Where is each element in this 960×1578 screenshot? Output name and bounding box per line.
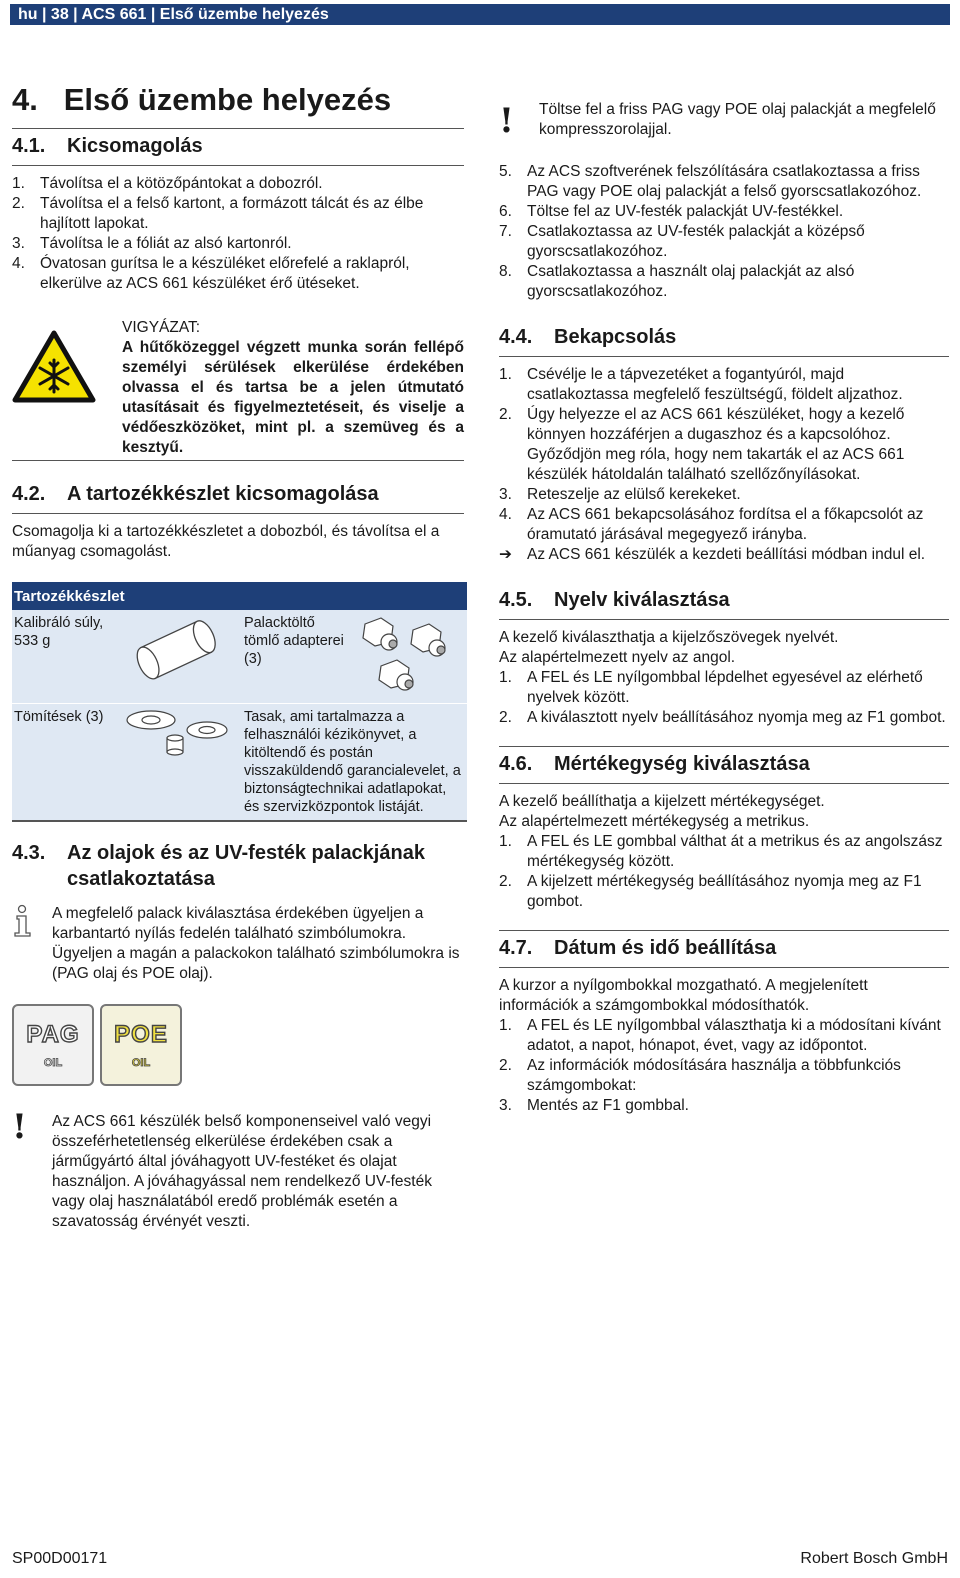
list-item: 1. A FEL és LE nyílgombbal lépdelhet egyesével az elérhető nyelvek között. [499,669,923,706]
section-4-1-heading: 4.1. Kicsomagolás [12,129,464,166]
caution-note-text: Az ACS 661 készülék belső komponenseivel való vegyi összeférhetetlenség elkerülése érdekében csak a járműgyártó által jóváhagyott UV-festéket és olajat használjon. A jóváhagyással nem rendelkező UV-festék vagy olaj használatából eredő problémák esetén a szavatosság érvényét veszti. [52,1113,432,1230]
section-4-4-heading: 4.4. Bekapcsolás [499,320,949,357]
fill-note [499,100,949,140]
table-cell: Palacktöltő tömlő adapterei (3) [242,610,353,704]
chapter-title: 4. Első üzembe helyezés [12,80,464,129]
list-item: 1. Távolítsa el a kötözőpántokat a dobozról. [12,175,323,192]
section-4-7-text: A kurzor a nyílgombokkal mozgatható. A megjelenített információk a számgombokkal módosíthatók. [499,977,868,1014]
exclamation-icon: ! [12,1107,27,1147]
pag-oil-logo: PAG OIL [12,1004,94,1086]
date-time-steps [499,1016,949,1116]
section-4-5-text2: Az alapértelmezett nyelv az angol. [499,649,736,666]
caution-title: VIGYÁZAT: [122,319,201,336]
list-item: 6. Töltse fel az UV-festék palackját UV-festékkel. [499,203,844,220]
caution-box [12,304,464,461]
left-column [12,80,464,1232]
list-item: 1. Csévélje le a tápvezetéket a fogantyúról, majd csatlakoztassa megfelelő feszültségű, földelt aljzathoz. [499,366,903,403]
fill-note-text: Töltse fel a friss PAG vagy POE olaj palackját a megfelelő kompresszorolajjal. [539,101,936,138]
section-4-2-heading: 4.2. A tartozékkészlet kicsomagolása [12,477,464,514]
list-item: 3. Távolítsa le a fóliát az alsó kartonról. [12,235,292,252]
table-row [12,610,467,704]
section-4-3-heading: 4.3. Az olajok és az UV-festék palackjának csatlakoztatása [12,842,425,890]
snowflake-warning-icon [12,318,122,458]
caution-note [12,1107,464,1232]
exclamation-icon: ! [499,101,514,141]
table-cell: Tasak, ami tartalmazza a felhasználói kézikönyvet, a kitöltendő és postán visszaküldendő garancialevelet, a biztonságtechnikai adatlapokat, és szervizközpontok listáját. [242,704,467,822]
list-item: 2. A kijelzett mértékegység beállításához nyomja meg az F1 gombot. [499,873,922,910]
list-item: 1. A FEL és LE nyílgombbal választhatja ki a módosítani kívánt adatot, a napot, hónapot, évet, vagy az időpontot. [499,1017,941,1054]
section-4-2-text: Csomagolja ki a tartozékkészletet a dobozból, és távolítsa el a műanyag csomagolást. [12,523,440,560]
info-icon [12,904,52,984]
table-header: Tartozékkészlet [12,582,467,610]
list-item: 2. A kiválasztott nyelv beállításához nyomja meg az F1 gombot. [499,709,946,726]
section-4-6-text2: Az alapértelmezett mértékegység a metrikus. [499,813,810,830]
list-item: 2. Távolítsa el a felső kartont, a formázott tálcát és az élbe hajlított lapokat. [12,195,424,232]
list-item: 1. A FEL és LE gombbal válthat át a metrikus és az angolszász mértékegység között. [499,833,943,870]
list-item: 4. Az ACS 661 bekapcsolásához fordítsa el a főkapcsolót az óramutató járásával megegyező irányba. [499,506,924,543]
list-item: 3. Reteszelje az elülső kerekeket. [499,486,741,503]
info-note [12,904,464,984]
list-item: 5. Az ACS szoftverének felszólítására csatlakoztassa a friss PAG vagy POE olaj palackját a felső gyorscsatlakozóhoz. [499,163,922,200]
footer-company: Robert Bosch GmbH [800,1550,948,1567]
table-cell: Tömítések (3) [12,704,121,822]
list-item: 2. Az információk módosítására használja a többfunkciós számgombokat: [499,1057,901,1094]
right-column [499,100,949,1116]
table-row [12,704,467,822]
list-item: ➔ Az ACS 661 készülék a kezdeti beállítási módban indul el. [499,546,926,563]
accessory-table [12,582,467,822]
connection-steps [499,162,949,302]
poe-oil-logo: POE OIL [100,1004,182,1086]
oil-symbols [12,1004,464,1086]
unit-steps [499,832,949,912]
list-item: 2. Úgy helyezze el az ACS 661 készüléket, hogy a kezelő könnyen hozzáférjen a dugaszhoz és a kapcsolóhoz. Győződjön meg róla, hogy nem takarták el az ACS 661 készülék hátoldalán található szellőzőnyílásokat. [499,406,905,483]
info-text: A megfelelő palack kiválasztása érdekében ügyeljen a karbantartó nyílás fedelén található szimbólumokra. Ügyeljen a magán a palackokon található szimbólumokra is (PAG olaj és POE olaj). [52,905,460,982]
hose-adapters-image [353,610,467,704]
page-header: hu | 38 | ACS 661 | Első üzembe helyezés [10,4,950,25]
list-item: 8. Csatlakoztassa a használt olaj palackját az alsó gyorscsatlakozóhoz. [499,263,855,300]
table-cell: Kalibráló súly, 533 g [12,610,121,704]
list-item: 4. Óvatosan gurítsa le a készüléket előrefelé a raklapról, elkerülve az ACS 661 készüléket érő ütéseket. [12,255,410,292]
section-4-5-heading: 4.5. Nyelv kiválasztása [499,583,949,620]
list-item: 7. Csatlakoztassa az UV-festék palackját a középső gyorscsatlakozóhoz. [499,223,865,260]
list-item: 3. Mentés az F1 gombbal. [499,1097,689,1114]
section-4-6-heading: 4.6. Mértékegység kiválasztása [499,746,949,784]
section-4-5-text: A kezelő kiválaszthatja a kijelzőszövegek nyelvét. [499,629,839,646]
unpacking-steps [12,174,464,294]
section-4-6-text: A kezelő beállíthatja a kijelzett mértékegységet. [499,793,825,810]
calibration-weight-image [121,610,242,704]
footer-doc-id: SP00D00171 [12,1550,108,1567]
seals-image [121,704,242,822]
power-on-steps [499,365,949,565]
section-4-7-heading: 4.7. Dátum és idő beállítása [499,930,949,968]
caution-text: A hűtőközeggel végzett munka során fellépő személyi sérülések elkerülése érdekében olvassa el és tartsa be a jelen útmutató utasításait és figyelmeztetéseit, és viselje a védőeszközöket, mint pl. a szemüveg és a kesztyű. [122,339,464,456]
language-steps [499,668,949,728]
